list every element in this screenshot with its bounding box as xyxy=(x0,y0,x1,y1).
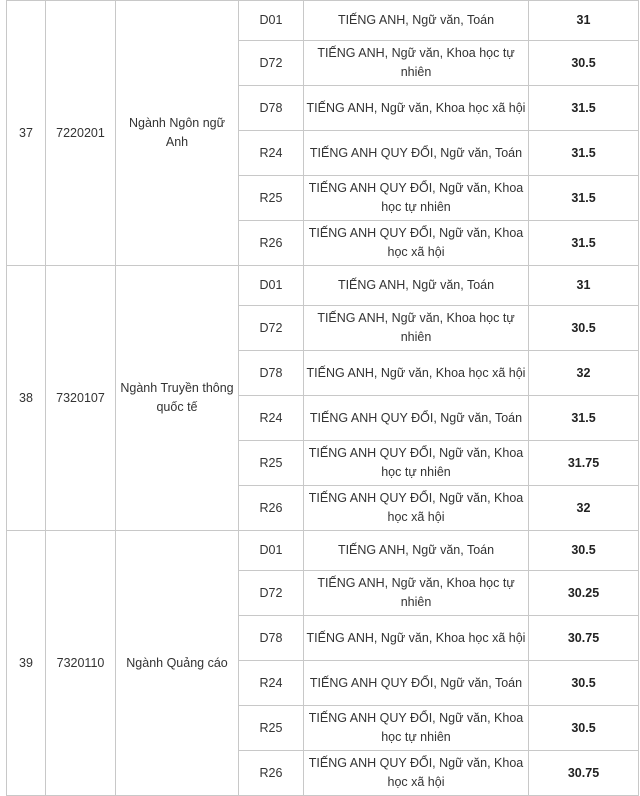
score-cell: 31 xyxy=(529,1,639,41)
row-number-cell: 37 xyxy=(7,1,46,266)
combination-code-cell: R26 xyxy=(239,486,304,531)
combination-code-cell: R25 xyxy=(239,176,304,221)
table-body xyxy=(7,1,639,796)
combination-code-cell: D01 xyxy=(239,1,304,41)
score-cell: 32 xyxy=(529,351,639,396)
major-name-cell: Ngành Truyền thông quốc tế xyxy=(116,266,239,531)
score-cell: 31.75 xyxy=(529,441,639,486)
subjects-cell: TIẾNG ANH QUY ĐỔI, Ngữ văn, Khoa học tự nhiên xyxy=(304,441,529,486)
combination-code-cell: R26 xyxy=(239,221,304,266)
score-cell: 31.5 xyxy=(529,176,639,221)
score-cell: 31.5 xyxy=(529,131,639,176)
subjects-cell: TIẾNG ANH, Ngữ văn, Khoa học tự nhiên xyxy=(304,571,529,616)
combination-code-cell: D72 xyxy=(239,41,304,86)
table-row xyxy=(7,531,639,571)
combination-code-cell: D78 xyxy=(239,351,304,396)
subjects-cell: TIẾNG ANH QUY ĐỔI, Ngữ văn, Khoa học xã hội xyxy=(304,751,529,796)
score-cell: 30.75 xyxy=(529,616,639,661)
combination-code-cell: D01 xyxy=(239,266,304,306)
score-cell: 31.5 xyxy=(529,396,639,441)
score-cell: 30.25 xyxy=(529,571,639,616)
combination-code-cell: R24 xyxy=(239,661,304,706)
subjects-cell: TIẾNG ANH QUY ĐỔI, Ngữ văn, Khoa học tự nhiên xyxy=(304,176,529,221)
score-cell: 30.5 xyxy=(529,706,639,751)
subjects-cell: TIẾNG ANH, Ngữ văn, Toán xyxy=(304,266,529,306)
major-name-cell: Ngành Quảng cáo xyxy=(116,531,239,796)
subjects-cell: TIẾNG ANH, Ngữ văn, Toán xyxy=(304,531,529,571)
subjects-cell: TIẾNG ANH, Ngữ văn, Khoa học xã hội xyxy=(304,616,529,661)
combination-code-cell: D01 xyxy=(239,531,304,571)
combination-code-cell: R24 xyxy=(239,396,304,441)
combination-code-cell: D72 xyxy=(239,306,304,351)
combination-code-cell: R25 xyxy=(239,706,304,751)
score-cell: 30.5 xyxy=(529,661,639,706)
subjects-cell: TIẾNG ANH, Ngữ văn, Khoa học tự nhiên xyxy=(304,41,529,86)
subjects-cell: TIẾNG ANH, Ngữ văn, Khoa học xã hội xyxy=(304,86,529,131)
subjects-cell: TIẾNG ANH QUY ĐỔI, Ngữ văn, Toán xyxy=(304,661,529,706)
combination-code-cell: D72 xyxy=(239,571,304,616)
combination-code-cell: R26 xyxy=(239,751,304,796)
row-number-cell: 38 xyxy=(7,266,46,531)
subjects-cell: TIẾNG ANH QUY ĐỔI, Ngữ văn, Khoa học tự nhiên xyxy=(304,706,529,751)
subjects-cell: TIẾNG ANH, Ngữ văn, Toán xyxy=(304,1,529,41)
table-row xyxy=(7,266,639,306)
score-cell: 31.5 xyxy=(529,86,639,131)
major-code-cell: 7320107 xyxy=(46,266,116,531)
subjects-cell: TIẾNG ANH QUY ĐỔI, Ngữ văn, Toán xyxy=(304,396,529,441)
score-cell: 31 xyxy=(529,266,639,306)
major-name-cell: Ngành Ngôn ngữ Anh xyxy=(116,1,239,266)
major-code-cell: 7320110 xyxy=(46,531,116,796)
subjects-cell: TIẾNG ANH QUY ĐỔI, Ngữ văn, Toán xyxy=(304,131,529,176)
subjects-cell: TIẾNG ANH QUY ĐỔI, Ngữ văn, Khoa học xã hội xyxy=(304,221,529,266)
score-cell: 31.5 xyxy=(529,221,639,266)
combination-code-cell: D78 xyxy=(239,616,304,661)
major-code-cell: 7220201 xyxy=(46,1,116,266)
score-cell: 32 xyxy=(529,486,639,531)
combination-code-cell: R25 xyxy=(239,441,304,486)
score-cell: 30.75 xyxy=(529,751,639,796)
score-cell: 30.5 xyxy=(529,41,639,86)
table-row xyxy=(7,1,639,41)
subjects-cell: TIẾNG ANH QUY ĐỔI, Ngữ văn, Khoa học xã hội xyxy=(304,486,529,531)
score-cell: 30.5 xyxy=(529,306,639,351)
combination-code-cell: D78 xyxy=(239,86,304,131)
combination-code-cell: R24 xyxy=(239,131,304,176)
admission-scores-table xyxy=(6,0,639,796)
subjects-cell: TIẾNG ANH, Ngữ văn, Khoa học tự nhiên xyxy=(304,306,529,351)
subjects-cell: TIẾNG ANH, Ngữ văn, Khoa học xã hội xyxy=(304,351,529,396)
row-number-cell: 39 xyxy=(7,531,46,796)
score-cell: 30.5 xyxy=(529,531,639,571)
